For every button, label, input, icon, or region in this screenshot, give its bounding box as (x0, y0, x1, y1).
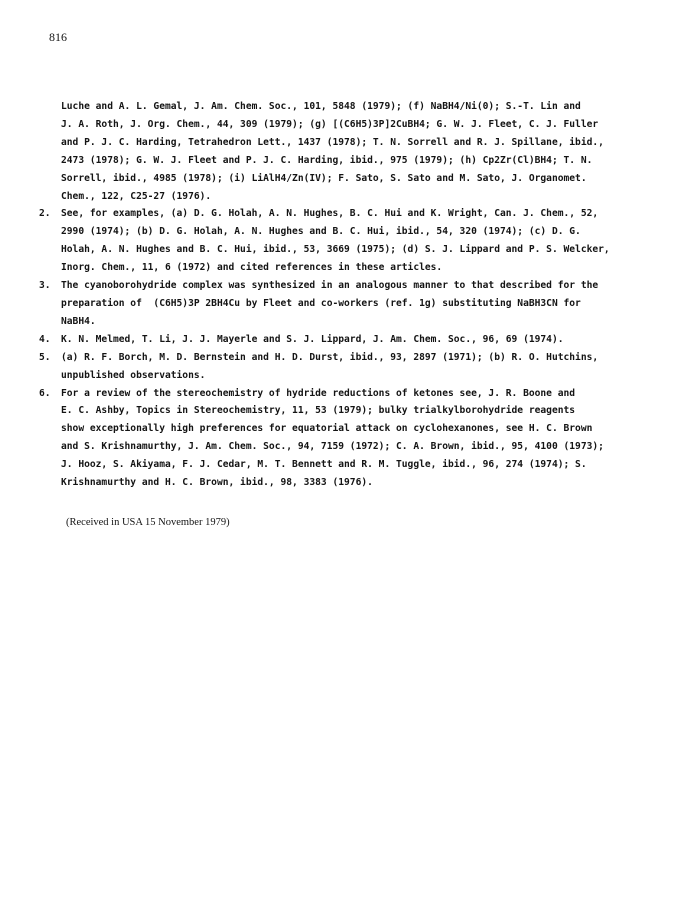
page-number: 816 (49, 30, 67, 44)
reference-line: (a) R. F. Borch, M. D. Bernstein and H. D. Durst, ibid., 93, 2897 (1971); (b) R. O. Hutchins, (61, 351, 599, 363)
reference-line: unpublished observations. (61, 369, 206, 381)
reference-number: 3. (39, 280, 51, 292)
reference-line: J. A. Roth, J. Org. Chem., 44, 309 (1979); (g) [(C6H5)3P]2CuBH4; G. W. J. Fleet, C. J. Fuller (61, 118, 599, 130)
reference-line: and P. J. C. Harding, Tetrahedron Lett., 1437 (1978); T. N. Sorrell and R. J. Spillane, ibid., (61, 136, 604, 148)
reference-3 (39, 277, 639, 331)
reference-line: The cyanoborohydride complex was synthesized in an analogous manner to that described for the (61, 280, 599, 292)
reference-line: Holah, A. N. Hughes and B. C. Hui, ibid., 53, 3669 (1975); (d) S. J. Lippard and P. S. Welcker, (61, 244, 610, 256)
reference-line: Sorrell, ibid., 4985 (1978); (i) LiAlH4/Zn(IV); F. Sato, S. Sato and M. Sato, J. Organomet. (61, 172, 587, 184)
reference-line: show exceptionally high preferences for equatorial attack on cyclohexanones, see H. C. Brown (61, 423, 593, 435)
reference-number: 5. (39, 351, 51, 363)
reference-line: Chem., 122, C25-27 (1976). (61, 190, 212, 202)
received-date-note: (Received in USA 15 November 1979) (66, 517, 230, 528)
reference-line: E. C. Ashby, Topics in Stereochemistry, 11, 53 (1979); bulky trialkylborohydride reagents (61, 405, 576, 417)
reference-4 (39, 331, 639, 349)
reference-line: Krishnamurthy and H. C. Brown, ibid., 98, 3383 (1976). (61, 477, 373, 489)
reference-line: K. N. Melmed, T. Li, J. J. Mayerle and S. J. Lippard, J. Am. Chem. Soc., 96, 69 (1974). (61, 333, 564, 345)
reference-1-continued (39, 98, 639, 205)
reference-line: NaBH4. (61, 315, 96, 327)
reference-line: For a review of the stereochemistry of hydride reductions of ketones see, J. R. Boone and (61, 387, 576, 399)
reference-line: Inorg. Chem., 11, 6 (1972) and cited references in these articles. (61, 262, 443, 274)
reference-line: preparation of (C6H5)3P 2BH4Cu by Fleet and co-workers (ref. 1g) substituting NaBH3CN for (61, 297, 581, 309)
reference-number: 6. (39, 387, 51, 399)
reference-number: 2. (39, 208, 51, 220)
reference-line: 2990 (1974); (b) D. G. Holah, A. N. Hughes and B. C. Hui, ibid., 54, 320 (1974); (c) D. G. (61, 226, 581, 238)
reference-6 (39, 385, 639, 492)
reference-line: and S. Krishnamurthy, J. Am. Chem. Soc., 94, 7159 (1972); C. A. Brown, ibid., 95, 4100 (1973); (61, 441, 604, 453)
reference-list (39, 98, 639, 492)
reference-5 (39, 349, 639, 385)
reference-line: 2473 (1978); G. W. J. Fleet and P. J. C. Harding, ibid., 975 (1979); (h) Cp2Zr(Cl)BH4; T. N. (61, 154, 593, 166)
reference-number: 4. (39, 333, 51, 345)
reference-line: Luche and A. L. Gemal, J. Am. Chem. Soc., 101, 5848 (1979); (f) NaBH4/Ni(0); S.-T. Lin and (61, 101, 581, 112)
reference-2 (39, 205, 639, 277)
reference-line: See, for examples, (a) D. G. Holah, A. N. Hughes, B. C. Hui and K. Wright, Can. J. Chem., 52, (61, 208, 599, 220)
reference-line: J. Hooz, S. Akiyama, F. J. Cedar, M. T. Bennett and R. M. Tuggle, ibid., 96, 274 (1974); S. (61, 459, 587, 471)
